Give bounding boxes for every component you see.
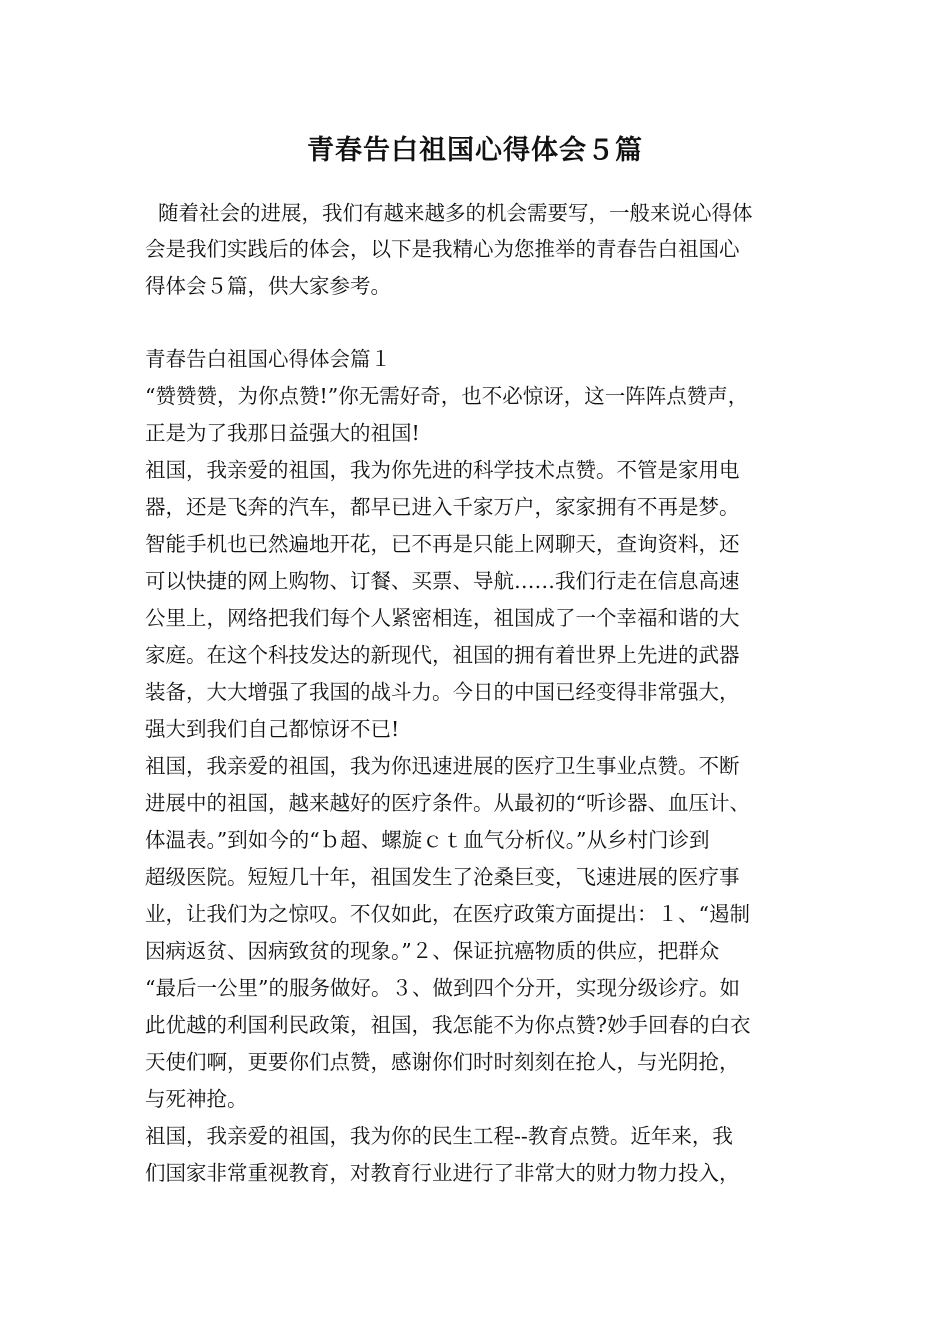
- intro-line-2: 会是我们实践后的体会，以下是我精心为您推举的青春告白祖国心: [145, 237, 740, 261]
- body-line: 们国家非常重视教育，对教育行业进行了非常大的财力物力投入，: [145, 1161, 740, 1185]
- body-line: 装备，大大增强了我国的战斗力。今日的中国已经变得非常强大，: [145, 680, 740, 704]
- body-line: 强大到我们自己都惊讶不已!: [145, 717, 400, 741]
- body-line: 祖国，我亲爱的祖国，我为你的民生工程--教育点赞。近年来，我: [145, 1124, 733, 1148]
- intro-line-1: 随着社会的进展，我们有越来越多的机会需要写，一般来说心得体: [145, 201, 753, 225]
- body-line: 因病返贫、因病致贫的现象。”２、保证抗癌物质的供应，把群众: [145, 939, 720, 963]
- body-line: 可以快捷的网上购物、订餐、买票、导航……我们行走在信息高速: [145, 569, 740, 593]
- body-line: “最后一公里”的服务做好。３、做到四个分开，实现分级诊疗。如: [145, 976, 740, 1000]
- section-heading: 青春告白祖国心得体会篇１: [145, 347, 391, 371]
- document-title: 青春告白祖国心得体会５篇: [307, 135, 643, 166]
- body-line: 器，还是飞奔的汽车，都早已进入千家万户，家家拥有不再是梦。: [145, 495, 740, 519]
- body-line: 进展中的祖国，越来越好的医疗条件。从最初的“听诊器、血压计、: [145, 791, 750, 815]
- body-line: 家庭。在这个科技发达的新现代，祖国的拥有着世界上先进的武器: [145, 643, 740, 667]
- body-line: “赞赞赞，为你点赞!”你无需好奇，也不必惊讶，这一阵阵点赞声，: [145, 384, 749, 408]
- body-line: 体温表。”到如今的“ｂ超、螺旋ｃｔ血气分析仪。”从乡村门诊到: [145, 828, 710, 852]
- body-line: 公里上，网络把我们每个人紧密相连，祖国成了一个幸福和谐的大: [145, 606, 740, 630]
- body-line: 超级医院。短短几十年，祖国发生了沧桑巨变，飞速进展的医疗事: [145, 865, 740, 889]
- body-line: 祖国，我亲爱的祖国，我为你迅速进展的医疗卫生事业点赞。不断: [145, 754, 740, 778]
- body-line: 智能手机也已然遍地开花，已不再是只能上网聊天，查询资料，还: [145, 532, 740, 556]
- body-line: 此优越的利国利民政策，祖国，我怎能不为你点赞?妙手回春的白衣: [145, 1013, 751, 1037]
- body-line: 与死神抢。: [145, 1087, 248, 1111]
- intro-line-3: 得体会５篇，供大家参考。: [145, 274, 391, 298]
- body-line: 正是为了我那日益强大的祖国!: [145, 421, 420, 445]
- body-line: 天使们啊，更要你们点赞，感谢你们时时刻刻在抢人，与光阴抢，: [145, 1050, 740, 1074]
- body-line: 业，让我们为之惊叹。不仅如此，在医疗政策方面提出：１、“遏制: [145, 902, 750, 926]
- body-line: 祖国，我亲爱的祖国，我为你先进的科学技术点赞。不管是家用电: [145, 458, 740, 482]
